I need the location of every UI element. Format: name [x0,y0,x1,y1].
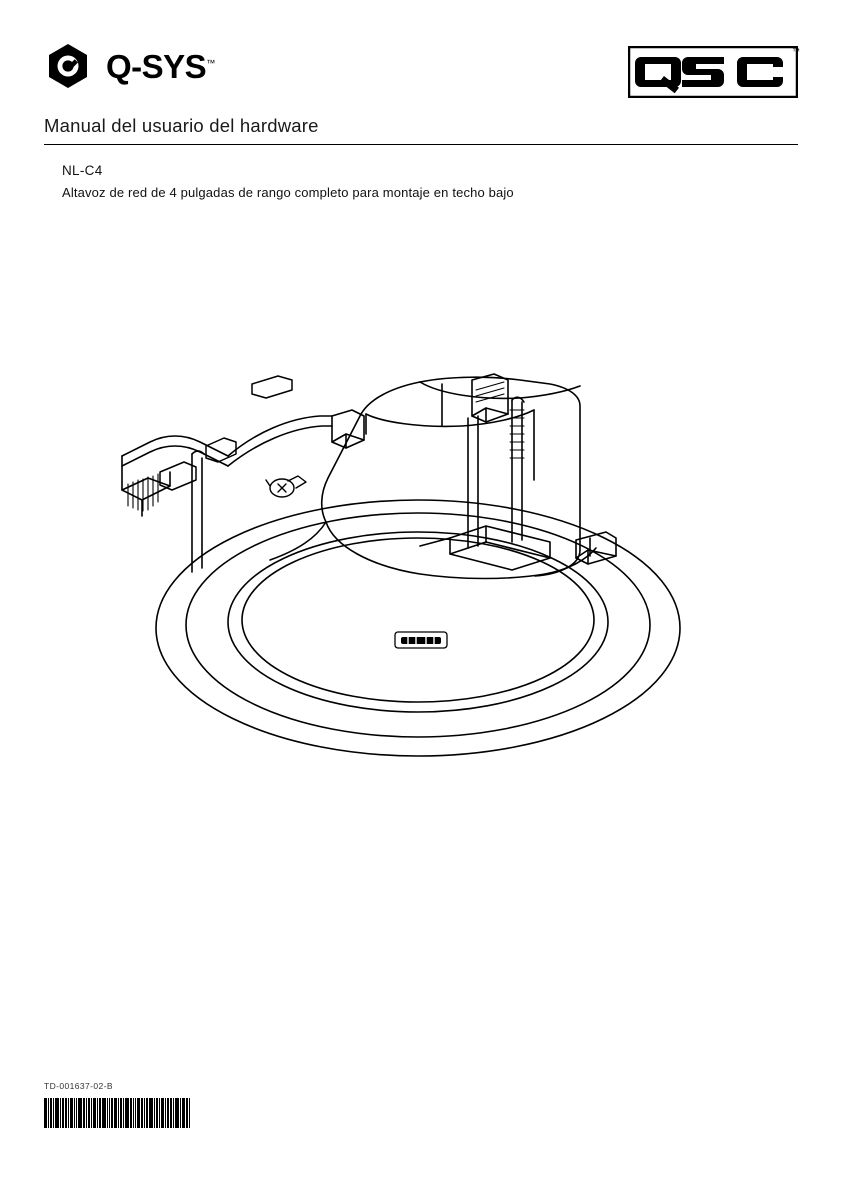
qsys-wordmark-text: Q-SYS [106,47,207,85]
document-title: Manual del usuario del hardware [44,115,319,136]
nl-c4-line-drawing [120,360,730,780]
qsc-logo-svg [628,46,798,98]
page-header [44,42,798,104]
page-footer [44,1081,798,1143]
barcode [44,1098,204,1128]
document-code: TD-001637-02-B [44,1081,113,1091]
qsys-wordmark [106,47,216,85]
product-description: Altavoz de red de 4 pulgadas de rango completo para montaje en techo bajo [62,185,514,200]
qsc-logo [628,46,798,94]
qsc-trademark: ™ [792,47,800,56]
qsys-logo [44,42,215,90]
qsys-hexagon-icon [44,42,92,90]
product-illustration [120,360,730,780]
header-divider [44,144,798,145]
product-info [62,163,762,200]
qsys-trademark: ™ [206,57,216,68]
product-model: NL-C4 [62,163,103,178]
